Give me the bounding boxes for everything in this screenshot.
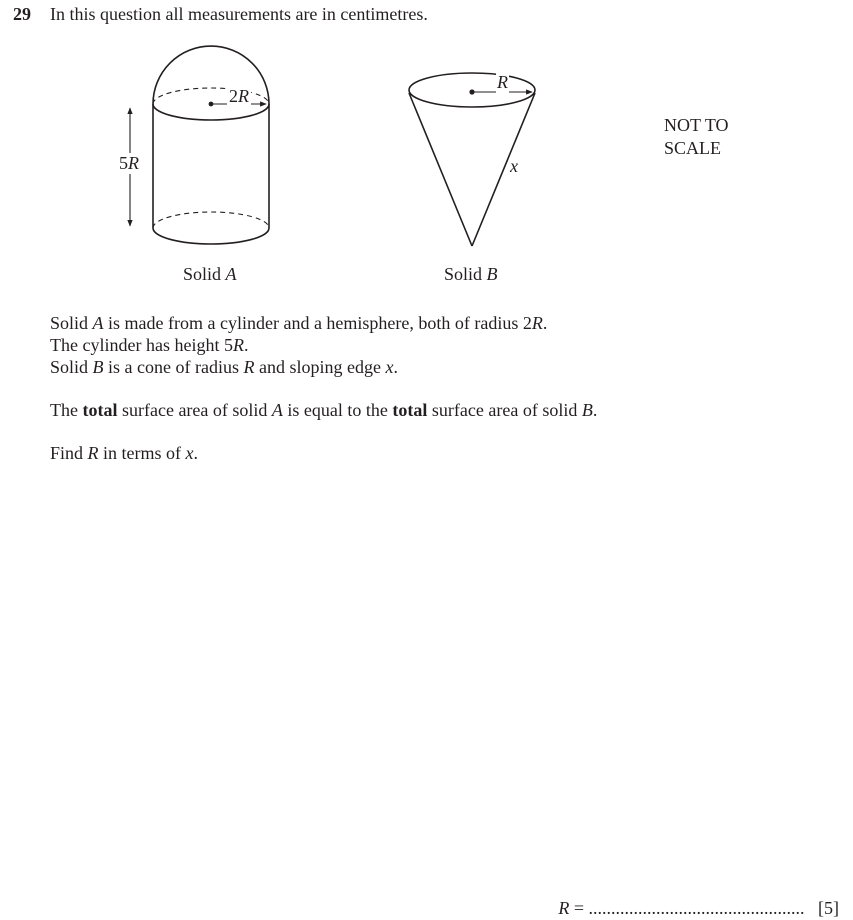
not-to-scale-line-2: SCALE (664, 138, 722, 158)
figure (0, 0, 853, 300)
answer-variable: R (558, 898, 570, 918)
solid-a-caption: Solid A (183, 264, 237, 284)
question-stem: In this question all measurements are in centimetres. (50, 4, 428, 24)
cylinder-bottom-front (153, 228, 269, 244)
not-to-scale-note (664, 114, 729, 160)
solid-a-radius-label: 2R (229, 86, 249, 106)
not-to-scale-line-1: NOT TO (664, 115, 729, 135)
solid-a-height-label: 5R (119, 153, 139, 173)
body-line-1: Solid A is made from a cylinder and a hemisphere, both of radius 2R. (50, 313, 548, 333)
hemisphere-outline (153, 46, 269, 104)
answer-equals: = (569, 898, 589, 918)
body-line-3: Solid B is a cone of radius R and sloping edge x. (50, 357, 398, 377)
body-line-4: The total surface area of solid A is equal to the total surface area of solid B. (50, 400, 598, 420)
solid-b-caption: Solid B (444, 264, 498, 284)
solid-b-radius-label: R (497, 72, 508, 92)
solid-b-edge-label: x (510, 156, 518, 176)
body-line-5: Find R in terms of x. (50, 443, 199, 463)
marks-label: [5] (818, 898, 839, 918)
cone-right-edge (472, 93, 535, 246)
body-line-2: The cylinder has height 5R. (50, 335, 249, 355)
question-number: 29 (13, 4, 31, 24)
answer-line (558, 898, 839, 919)
answer-dots[interactable]: ................................................ (588, 898, 805, 918)
solid-a-shape (153, 46, 269, 244)
cone-left-edge (409, 93, 472, 246)
cylinder-bottom-back (153, 212, 269, 228)
